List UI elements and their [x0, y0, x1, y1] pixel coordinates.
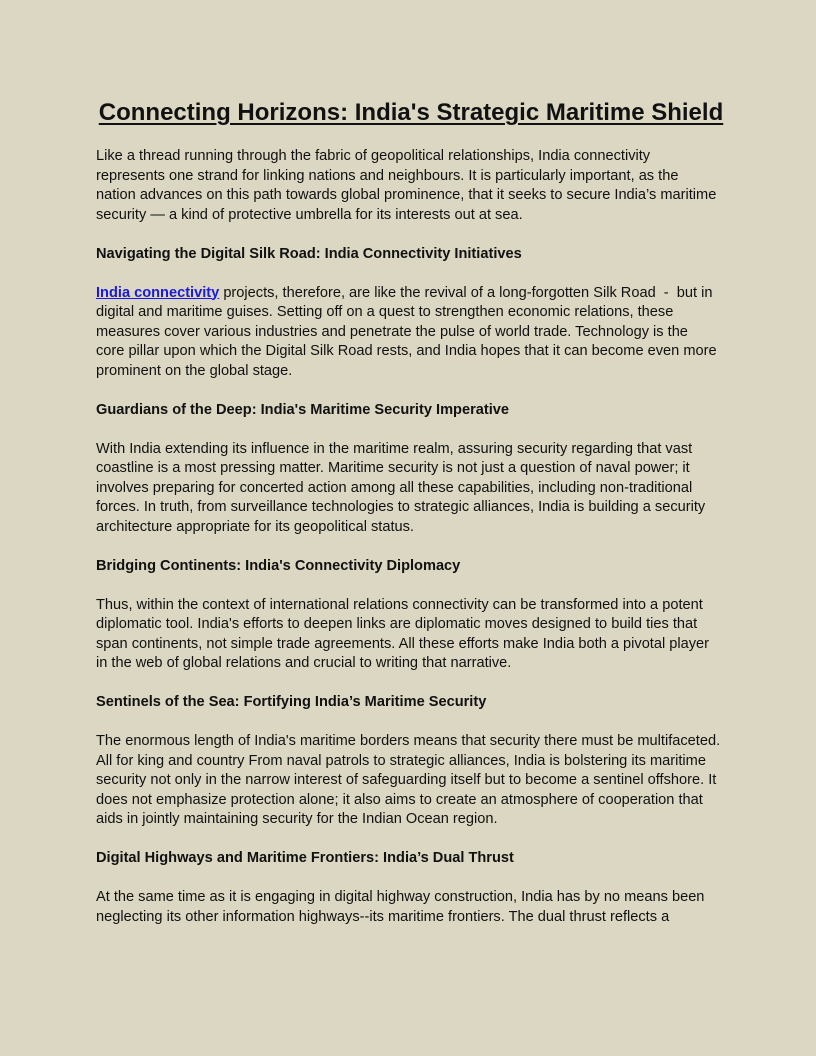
section-paragraph: [96, 888, 726, 927]
text-line: in the web of global relations and crucial to writing that narrative.: [96, 655, 512, 671]
text-line: Like a thread running through the fabric of geopolitical relationships, India connectivity: [96, 148, 651, 164]
text-line: core pillar upon which the Digital Silk Road rests, and India hopes that it can become even more: [96, 343, 717, 359]
section-paragraph: [96, 440, 726, 538]
section-heading: Bridging Continents: India's Connectivity Diplomacy: [96, 557, 461, 574]
text-line: coastline is a most pressing matter. Maritime security is not just a question of naval power; it: [96, 460, 690, 476]
section-paragraph: [96, 284, 726, 382]
text-line: does not emphasize protection alone; it also aims to create an atmosphere of cooperation that: [96, 791, 703, 808]
text-line: prominent on the global stage.: [96, 362, 293, 379]
text-line: span continents, not simple trade agreements. All these efforts make India both a pivotal player: [96, 635, 710, 652]
text-line: aids in jointly maintaining security for the Indian Ocean region.: [96, 811, 498, 827]
text-line: All for king and country From naval patrols to strategic alliances, India is bolstering its maritime: [96, 752, 706, 769]
text-line: forces. In truth, from surveillance technologies to strategic alliances, India is building a security: [96, 499, 706, 515]
document-title: Connecting Horizons: India's Strategic Maritime Shield: [98, 99, 724, 126]
text-line: digital and maritime guises. Setting off on a quest to strengthen economic relations, these: [96, 304, 674, 320]
text-line: involves preparing for concerted action among all these capabilities, including non-traditional: [96, 479, 693, 496]
text-line: diplomatic tool. India's efforts to deepen links are diplomatic moves designed to build ties that: [96, 616, 698, 632]
text-line: [96, 284, 726, 304]
intro-paragraph: [96, 147, 726, 225]
india-connectivity-link[interactable]: India connectivity: [96, 284, 220, 301]
text-line: At the same time as it is engaging in digital highway construction, India has by no means been: [96, 889, 705, 905]
text-line: represents one strand for linking nations and neighbours. It is particularly important, as the: [96, 167, 679, 184]
text-line: With India extending its influence in the maritime realm, assuring security regarding that vast: [96, 440, 693, 457]
document-page: [96, 96, 726, 927]
text-line: measures cover various industries and penetrate the pulse of world trade. Technology is the: [96, 323, 688, 340]
text-fragment: projects, therefore, are like the revival of a long-forgotten Silk Road - but in: [219, 284, 713, 301]
section-heading: Navigating the Digital Silk Road: India Connectivity Initiatives: [96, 245, 522, 262]
section-paragraph: [96, 732, 726, 830]
text-line: security not only in the narrow interest of safeguarding itself but to become a sentinel offshore. It: [96, 772, 717, 788]
section-heading: Sentinels of the Sea: Fortifying India’s Maritime Security: [96, 694, 487, 710]
section-heading: Digital Highways and Maritime Frontiers: India’s Dual Thrust: [96, 850, 514, 866]
text-line: neglecting its other information highways--its maritime frontiers. The dual thrust reflects a: [96, 908, 670, 925]
text-line: security — a kind of protective umbrella for its interests out at sea.: [96, 206, 523, 223]
section-paragraph: [96, 596, 726, 674]
section-heading: Guardians of the Deep: India's Maritime Security Imperative: [96, 401, 510, 418]
text-line: nation advances on this path towards global prominence, that it seeks to secure India’s maritime: [96, 187, 717, 203]
text-line: The enormous length of India's maritime borders means that security there must be multifaceted.: [96, 733, 721, 749]
text-line: Thus, within the context of international relations connectivity can be transformed into a potent: [96, 596, 703, 613]
text-line: architecture appropriate for its geopolitical status.: [96, 518, 414, 535]
